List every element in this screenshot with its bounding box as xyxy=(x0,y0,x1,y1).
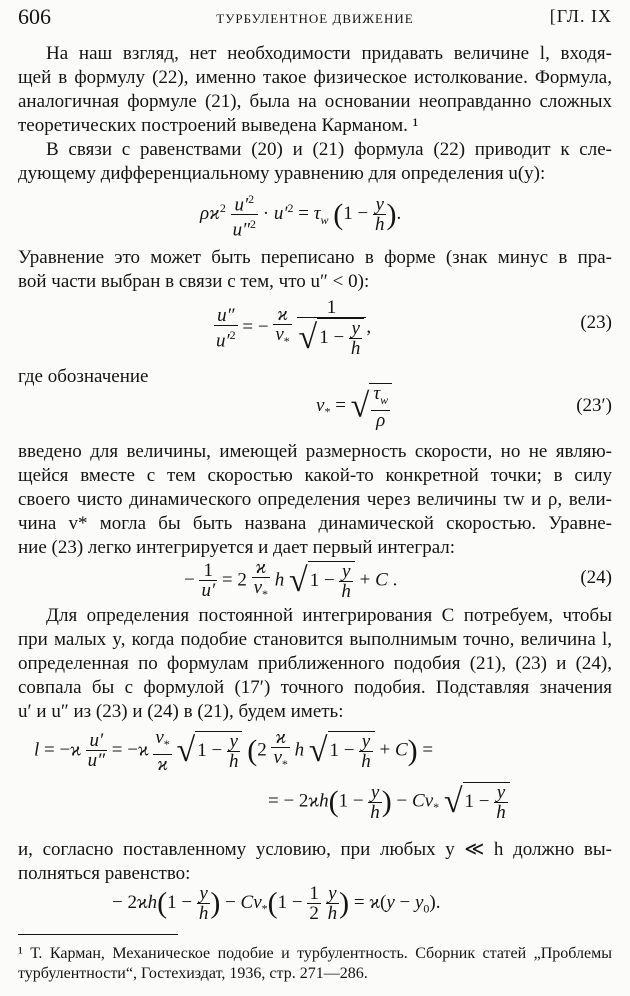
differential-equation: $\rho ϰ^2$ $\frac{u'^2}{u''^2}$ · $u'^2 = \tau_w$ (1 − $\frac{y}{h}$ ). xyxy=(200,192,402,241)
text-line: полняться равенство: xyxy=(18,863,191,884)
footnote: ¹ Т. Карман, Механическое подобие и турбулентность. Сборник статей „Проблемы турбулентности“, Гостехиздат, 1936, стр. 271—286. xyxy=(18,945,612,982)
text-line: Уравнение это может быть переписано в форме (знак минус в пра- xyxy=(18,247,612,268)
text-line: чина v* могла бы быть названа динамической скоростью. Уравне- xyxy=(18,513,612,534)
equation-24: − $\frac{1}{u'}$ = 2 $\frac{ϰ}{v_*}$ h √ 1 − $\frac{y}{h}$ + C . xyxy=(184,557,398,602)
chapter-label: [ГЛ. IX xyxy=(549,6,612,26)
running-title: ТУРБУЛЕНТНОЕ ДВИЖЕНИЕ xyxy=(216,11,414,26)
text-line: теоретических построений выведена Карманом. ¹ xyxy=(18,115,419,136)
text-line: определенная по формулам приближенного подобия (21), (23) и (24), xyxy=(18,653,612,674)
text-line: при малых y, когда подобие становится выполнимым точно, величина l, xyxy=(18,629,612,650)
text-line: где обозначение xyxy=(18,366,149,387)
text-line: дующему дифференциальному уравнению для определения u(y): xyxy=(18,163,546,184)
equation-number: (23′) xyxy=(576,395,612,416)
equation-23-prime: $v_*$ = √ $\frac{\tau_w}{\rho}$ xyxy=(316,383,392,430)
page-header xyxy=(18,4,612,32)
text-line: аналогичная формуле (21), была на основании неоправданно сложных xyxy=(18,91,612,112)
text-line: и, согласно поставленному условию, при любых y ≪ h должно вы- xyxy=(18,839,612,860)
text-line: вой части выбран в связи с тем, что u″ < 0): xyxy=(18,271,370,292)
text-line: В связи с равенствами (20) и (21) формула (22) приводит к сле- xyxy=(46,139,612,160)
text-line: Для определения постоянной интегрирования C потребуем, чтобы xyxy=(46,605,612,626)
equation-number: (23) xyxy=(580,312,612,333)
text-line: своего чисто динамического определения через величины τw и ρ, вели- xyxy=(18,489,612,510)
equation-condition: − 2ϰh(1 − $\frac{y}{h}$ ) − $Cv_*(1$ − $\frac{1}{2}$ $\frac{y}{h}$ ) = $ϰ(y - y_0)$. xyxy=(112,883,441,924)
text-line: ние (23) легко интегрируется и дает первый интеграл: xyxy=(18,537,456,558)
text-line: u′ и u″ из (23) и (24) в (21), будем иметь: xyxy=(18,701,344,722)
equation-l-line1: l = −ϰ $\frac{u'}{u''}$ = −ϰ $\frac{v_*}{ϰ}$ √ 1 − $\frac{y}{h}$ (2 $\frac{ϰ}{v_*}$ h √ 1 − $\frac{y}{h}$ + C) = xyxy=(34,727,434,775)
text-line: На наш взгляд, нет необходимости придавать величине l, входя- xyxy=(46,43,612,64)
text-line: щейся вместе с тем скоростью какой-то конкретной точки; в силу xyxy=(18,465,612,486)
text-line: введено для величины, имеющей размерность скорости, но не являю- xyxy=(18,441,612,462)
text-line: совпала бы с формулой (17′) точного подобия. Подставляя значения xyxy=(18,677,612,698)
equation-l-line2: = − 2ϰh(1 − $\frac{y}{h}$ ) − $Cv_*$ √ 1 − $\frac{y}{h}$ xyxy=(268,782,510,822)
equation-23: $\frac{u''}{u'^2}$ = − $\frac{ϰ}{v_*}$ 1 √ 1 − $\frac{y}{h}$ , xyxy=(216,297,372,359)
text-line: щей в формулу (22), именно такое физическое истолкование. Формула, xyxy=(18,67,612,88)
page-number: 606 xyxy=(18,4,51,29)
footnote-rule xyxy=(18,934,178,935)
equation-number: (24) xyxy=(580,567,612,588)
